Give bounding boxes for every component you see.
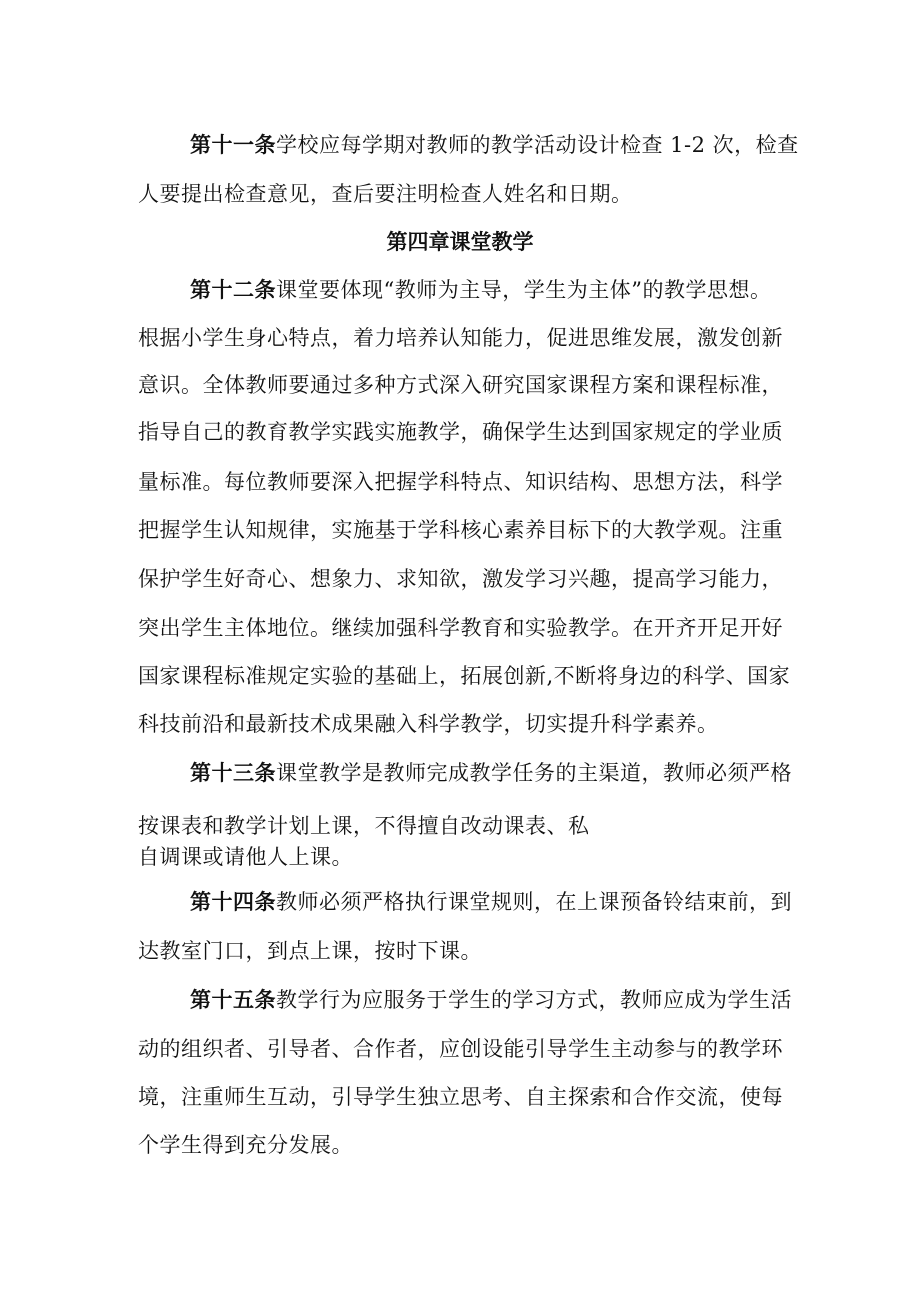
article-13-line-2: 按课表和教学计划上课，不得擅自改动课表、私 bbox=[138, 814, 590, 838]
article-12-line: 把握学生认知规律，实施基于学科核心素养目标下的大教学观。注重 bbox=[138, 518, 783, 542]
article-12-line: 突出学生主体地位。继续加强科学教育和实验教学。在开齐开足开好 bbox=[138, 616, 783, 640]
article-13-text-1: 课堂教学是教师完成教学任务的主渠道，教师必须严格 bbox=[276, 761, 792, 785]
article-15-text-1: 教学行为应服务于学生的学习方式，教师应成为学生活 bbox=[276, 988, 792, 1012]
article-15-line: 境，注重师生互动，引导学生独立思考、自主探索和合作交流，使每 bbox=[138, 1085, 783, 1109]
article-11-line-1 bbox=[190, 131, 799, 159]
article-11-line-2: 人要提出检查意见，查后要注明检查人姓名和日期。 bbox=[138, 182, 633, 206]
article-14-line-2: 达教室门口，到点上课，按时下课。 bbox=[138, 939, 482, 963]
article-12-line: 量标准。每位教师要深入把握学科特点、知识结构、思想方法，科学 bbox=[138, 470, 783, 494]
article-15-line: 动的组织者、引导者、合作者，应创设能引导学生主动参与的教学环 bbox=[138, 1037, 783, 1061]
article-13-line-1 bbox=[190, 759, 792, 787]
article-12-line: 根据小学生身心特点，着力培养认知能力，促进思维发展，激发创新 bbox=[138, 326, 783, 350]
article-13-label: 第十三条 bbox=[190, 760, 276, 785]
article-14-label: 第十四条 bbox=[190, 889, 276, 914]
article-12-line: 国家课程标准规定实验的基础上，拓展创新,不断将身边的科学、国家 bbox=[138, 664, 791, 688]
article-14-line-1 bbox=[190, 888, 792, 916]
article-15-line: 个学生得到充分发展。 bbox=[138, 1133, 353, 1157]
article-12-label: 第十二条 bbox=[190, 277, 276, 302]
article-14-text-1: 教师必须严格执行课堂规则，在上课预备铃结束前，到 bbox=[276, 890, 792, 914]
article-13-line-3: 自调课或请他人上课。 bbox=[138, 845, 353, 869]
article-11-text-1: 学校应每学期对教师的教学活动设计检查 1-2 次，检查 bbox=[276, 133, 799, 157]
article-11-label: 第十一条 bbox=[190, 132, 276, 157]
article-12-line: 意识。全体教师要通过多种方式深入研究国家课程方案和课程标准， bbox=[138, 373, 783, 397]
article-12-line: 指导自己的教育教学实践实施教学，确保学生达到国家规定的学业质 bbox=[138, 420, 783, 444]
article-12-text-1: 课堂要体现“教师为主导，学生为主体”的教学思想。 bbox=[276, 278, 772, 302]
article-12-line: 科技前沿和最新技术成果融入科学教学，切实提升科学素养。 bbox=[138, 712, 719, 736]
chapter-title: 第四章课堂教学 bbox=[386, 229, 534, 254]
article-15-label: 第十五条 bbox=[190, 987, 276, 1012]
article-12-line-1 bbox=[190, 276, 771, 304]
article-15-line-1 bbox=[190, 986, 792, 1014]
article-12-line: 保护学生好奇心、想象力、求知欲，激发学习兴趣，提高学习能力， bbox=[138, 567, 783, 591]
